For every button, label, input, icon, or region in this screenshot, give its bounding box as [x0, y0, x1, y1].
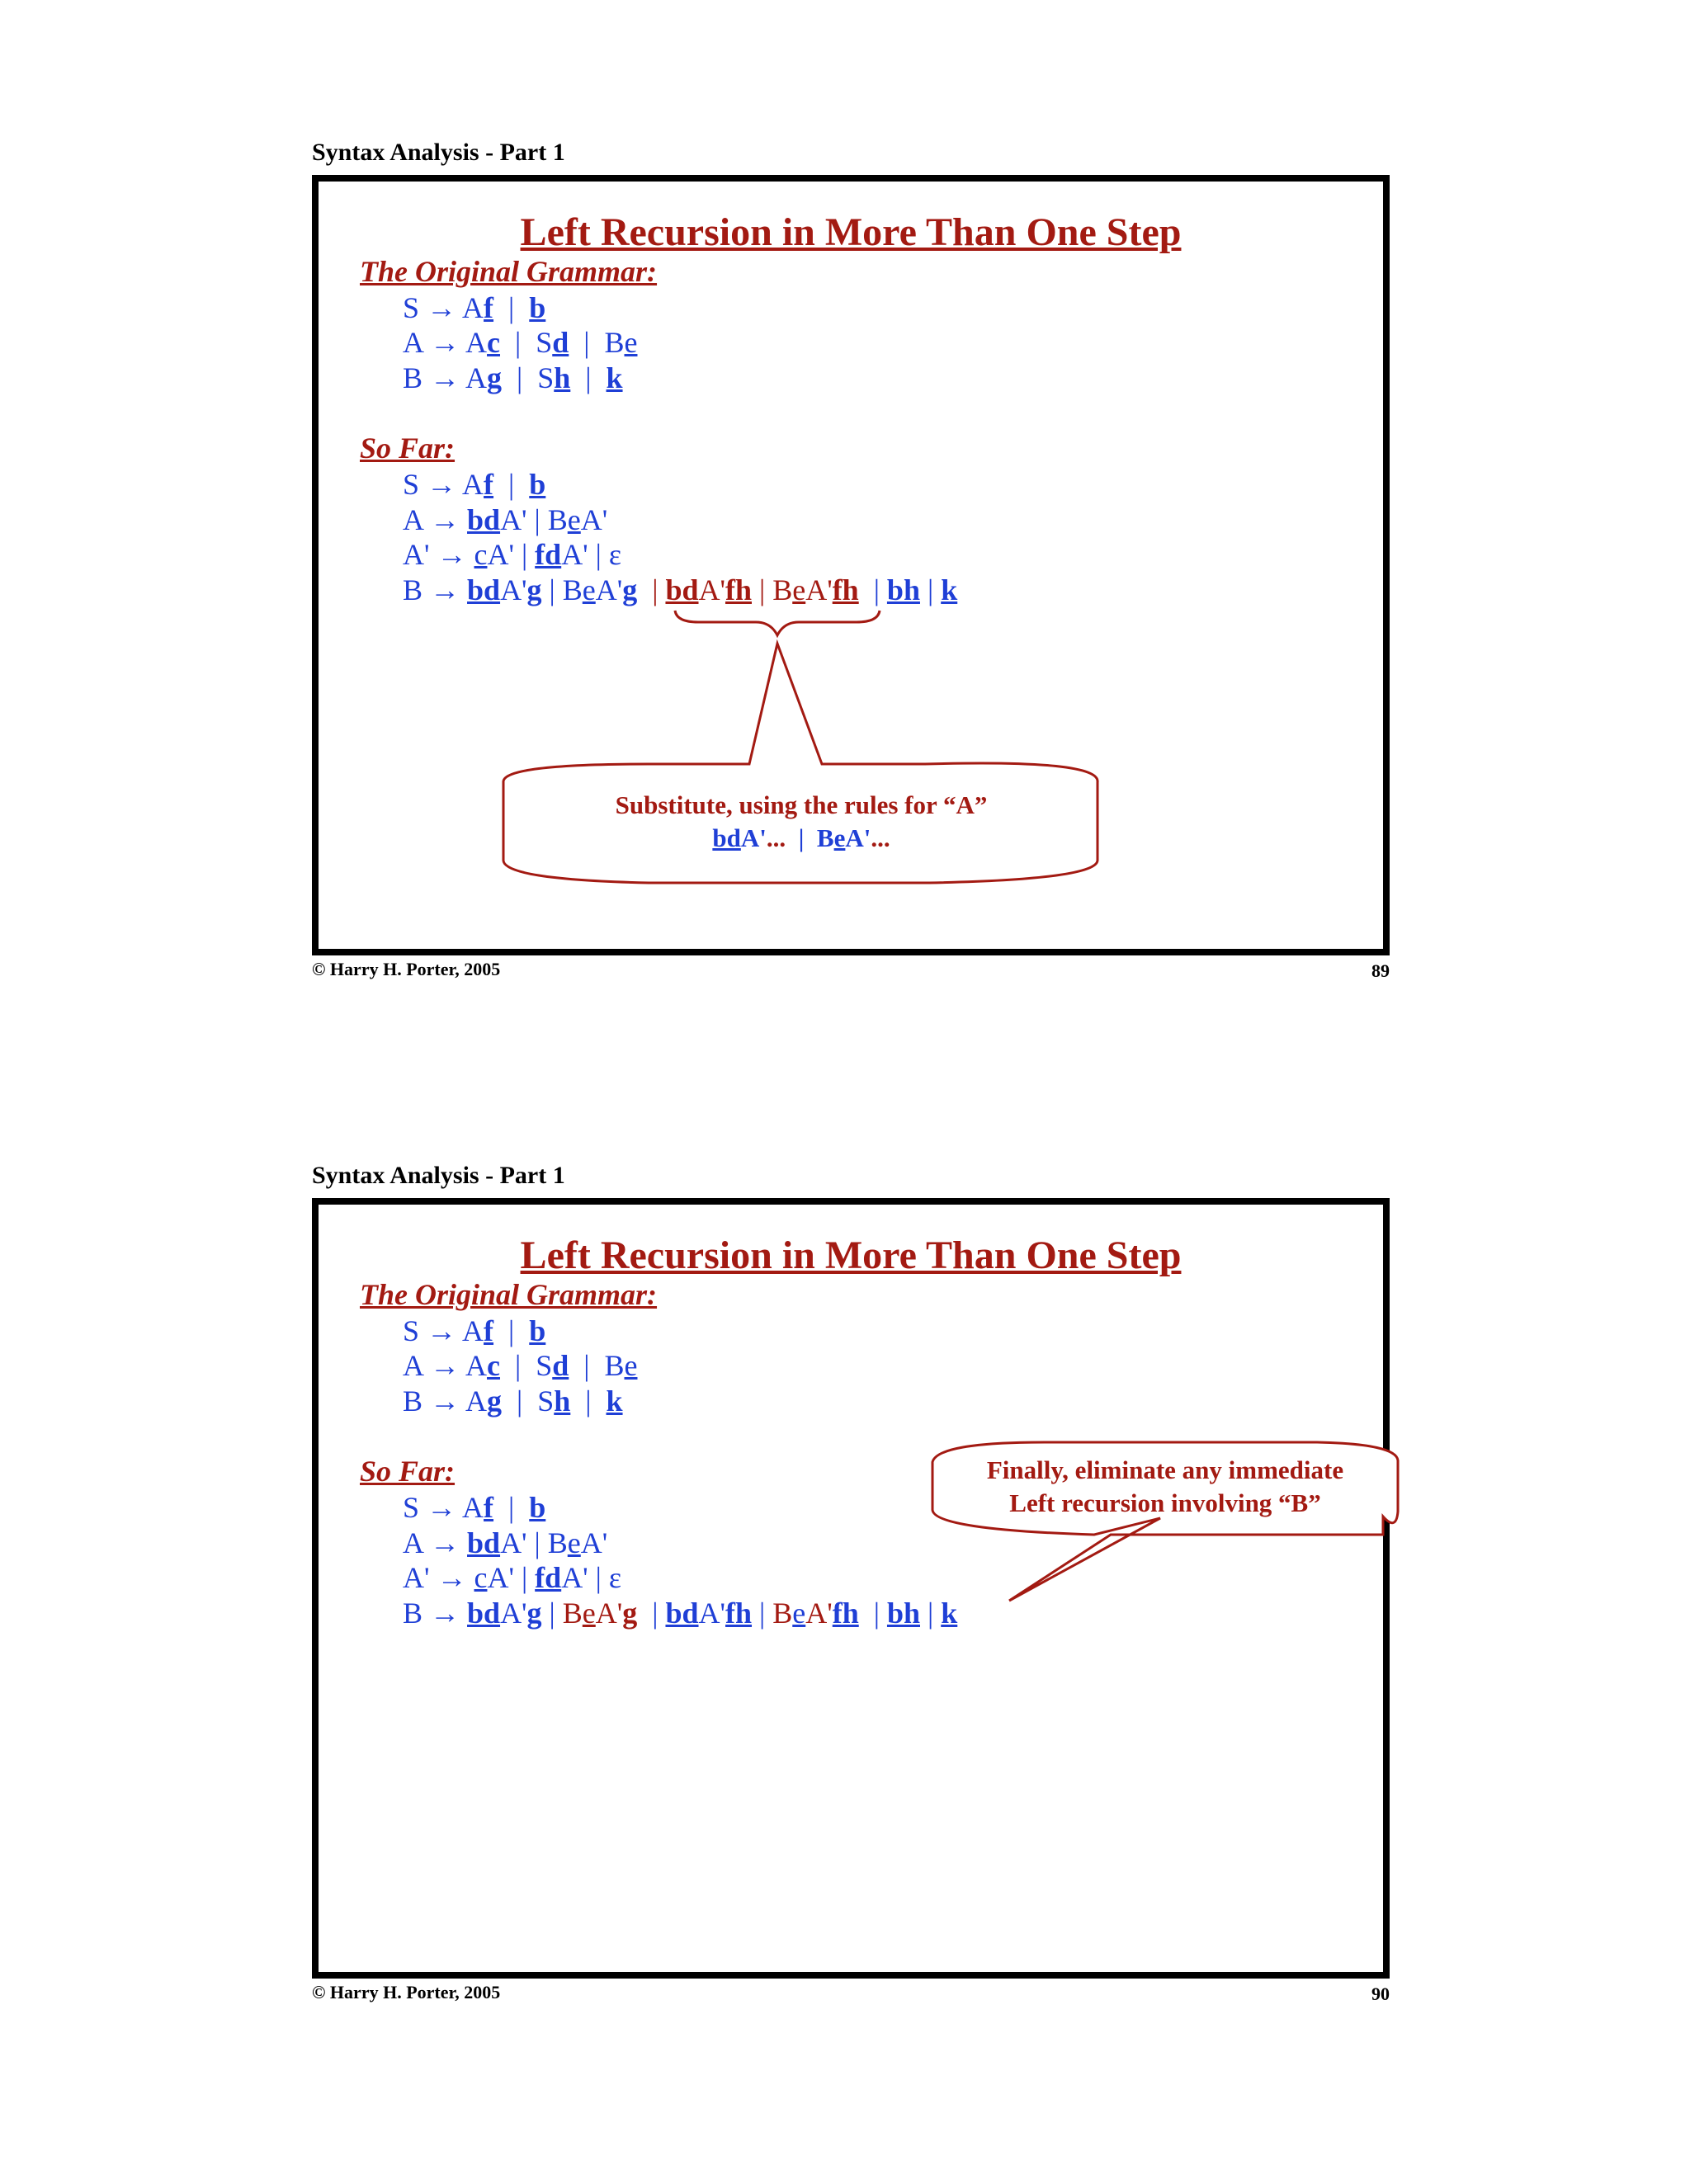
grammar-rule: S → Af | b [403, 291, 546, 324]
grammar-rule: S → Af | b [403, 1314, 546, 1347]
sofar-rule: S → Af | b [403, 1491, 546, 1524]
slide-header: Syntax Analysis - Part 1 [312, 1162, 565, 1189]
sofar-rule: A' → cA' | fdA' | ε [403, 538, 621, 571]
sofar-rule: A → bdA' | BeA' [403, 503, 608, 536]
page-number: 89 [1371, 960, 1390, 981]
callout-line-2: Left recursion involving “B” [1009, 1488, 1321, 1517]
grammar-rule: A → Ac | Sd | Be [403, 326, 638, 359]
slide-90 [0, 1023, 1690, 2046]
callout-text [508, 789, 1094, 855]
sofar-rule: A → bdA' | BeA' [403, 1526, 608, 1559]
callout-line-1: Finally, eliminate any immediate [986, 1455, 1344, 1484]
grammar-rule: A → Ac | Sd | Be [403, 1349, 638, 1382]
copyright-footer: © Harry H. Porter, 2005 [312, 1982, 501, 2002]
original-grammar-heading: The Original Grammar: [360, 1278, 658, 1311]
grammar-rule: B → Ag | Sh | k [403, 1384, 623, 1417]
so-far-heading: So Far: [360, 432, 456, 465]
slide-title: Left Recursion in More Than One Step [520, 210, 1182, 254]
slide-89 [0, 0, 1690, 1023]
sofar-rule: A' → cA' | fdA' | ε [403, 1561, 621, 1594]
so-far-heading: So Far: [360, 1455, 456, 1488]
callout-graphic [319, 1205, 1383, 1972]
grammar-rule: B → Ag | Sh | k [403, 361, 623, 394]
copyright-footer: © Harry H. Porter, 2005 [312, 959, 501, 979]
sofar-rule: B → bdA'g | BeA'g | bdA'fh | BeA'fh | bh | k [403, 573, 958, 606]
page-number: 90 [1371, 1984, 1390, 2004]
slide-frame [312, 175, 1390, 955]
sofar-rule: S → Af | b [403, 468, 546, 501]
callout-line-2: bdA'... | BeA'... [712, 823, 890, 852]
brace-icon [675, 611, 880, 635]
sofar-rule: B → bdA'g | BeA'g | bdA'fh | BeA'fh | bh | k [403, 1597, 958, 1630]
callout-text [937, 1454, 1393, 1520]
original-grammar-heading: The Original Grammar: [360, 255, 658, 288]
callout-line-1: Substitute, using the rules for “A” [615, 790, 988, 819]
slide-title: Left Recursion in More Than One Step [520, 1234, 1182, 1277]
slide-header: Syntax Analysis - Part 1 [312, 139, 565, 166]
slide-frame [312, 1198, 1390, 1979]
